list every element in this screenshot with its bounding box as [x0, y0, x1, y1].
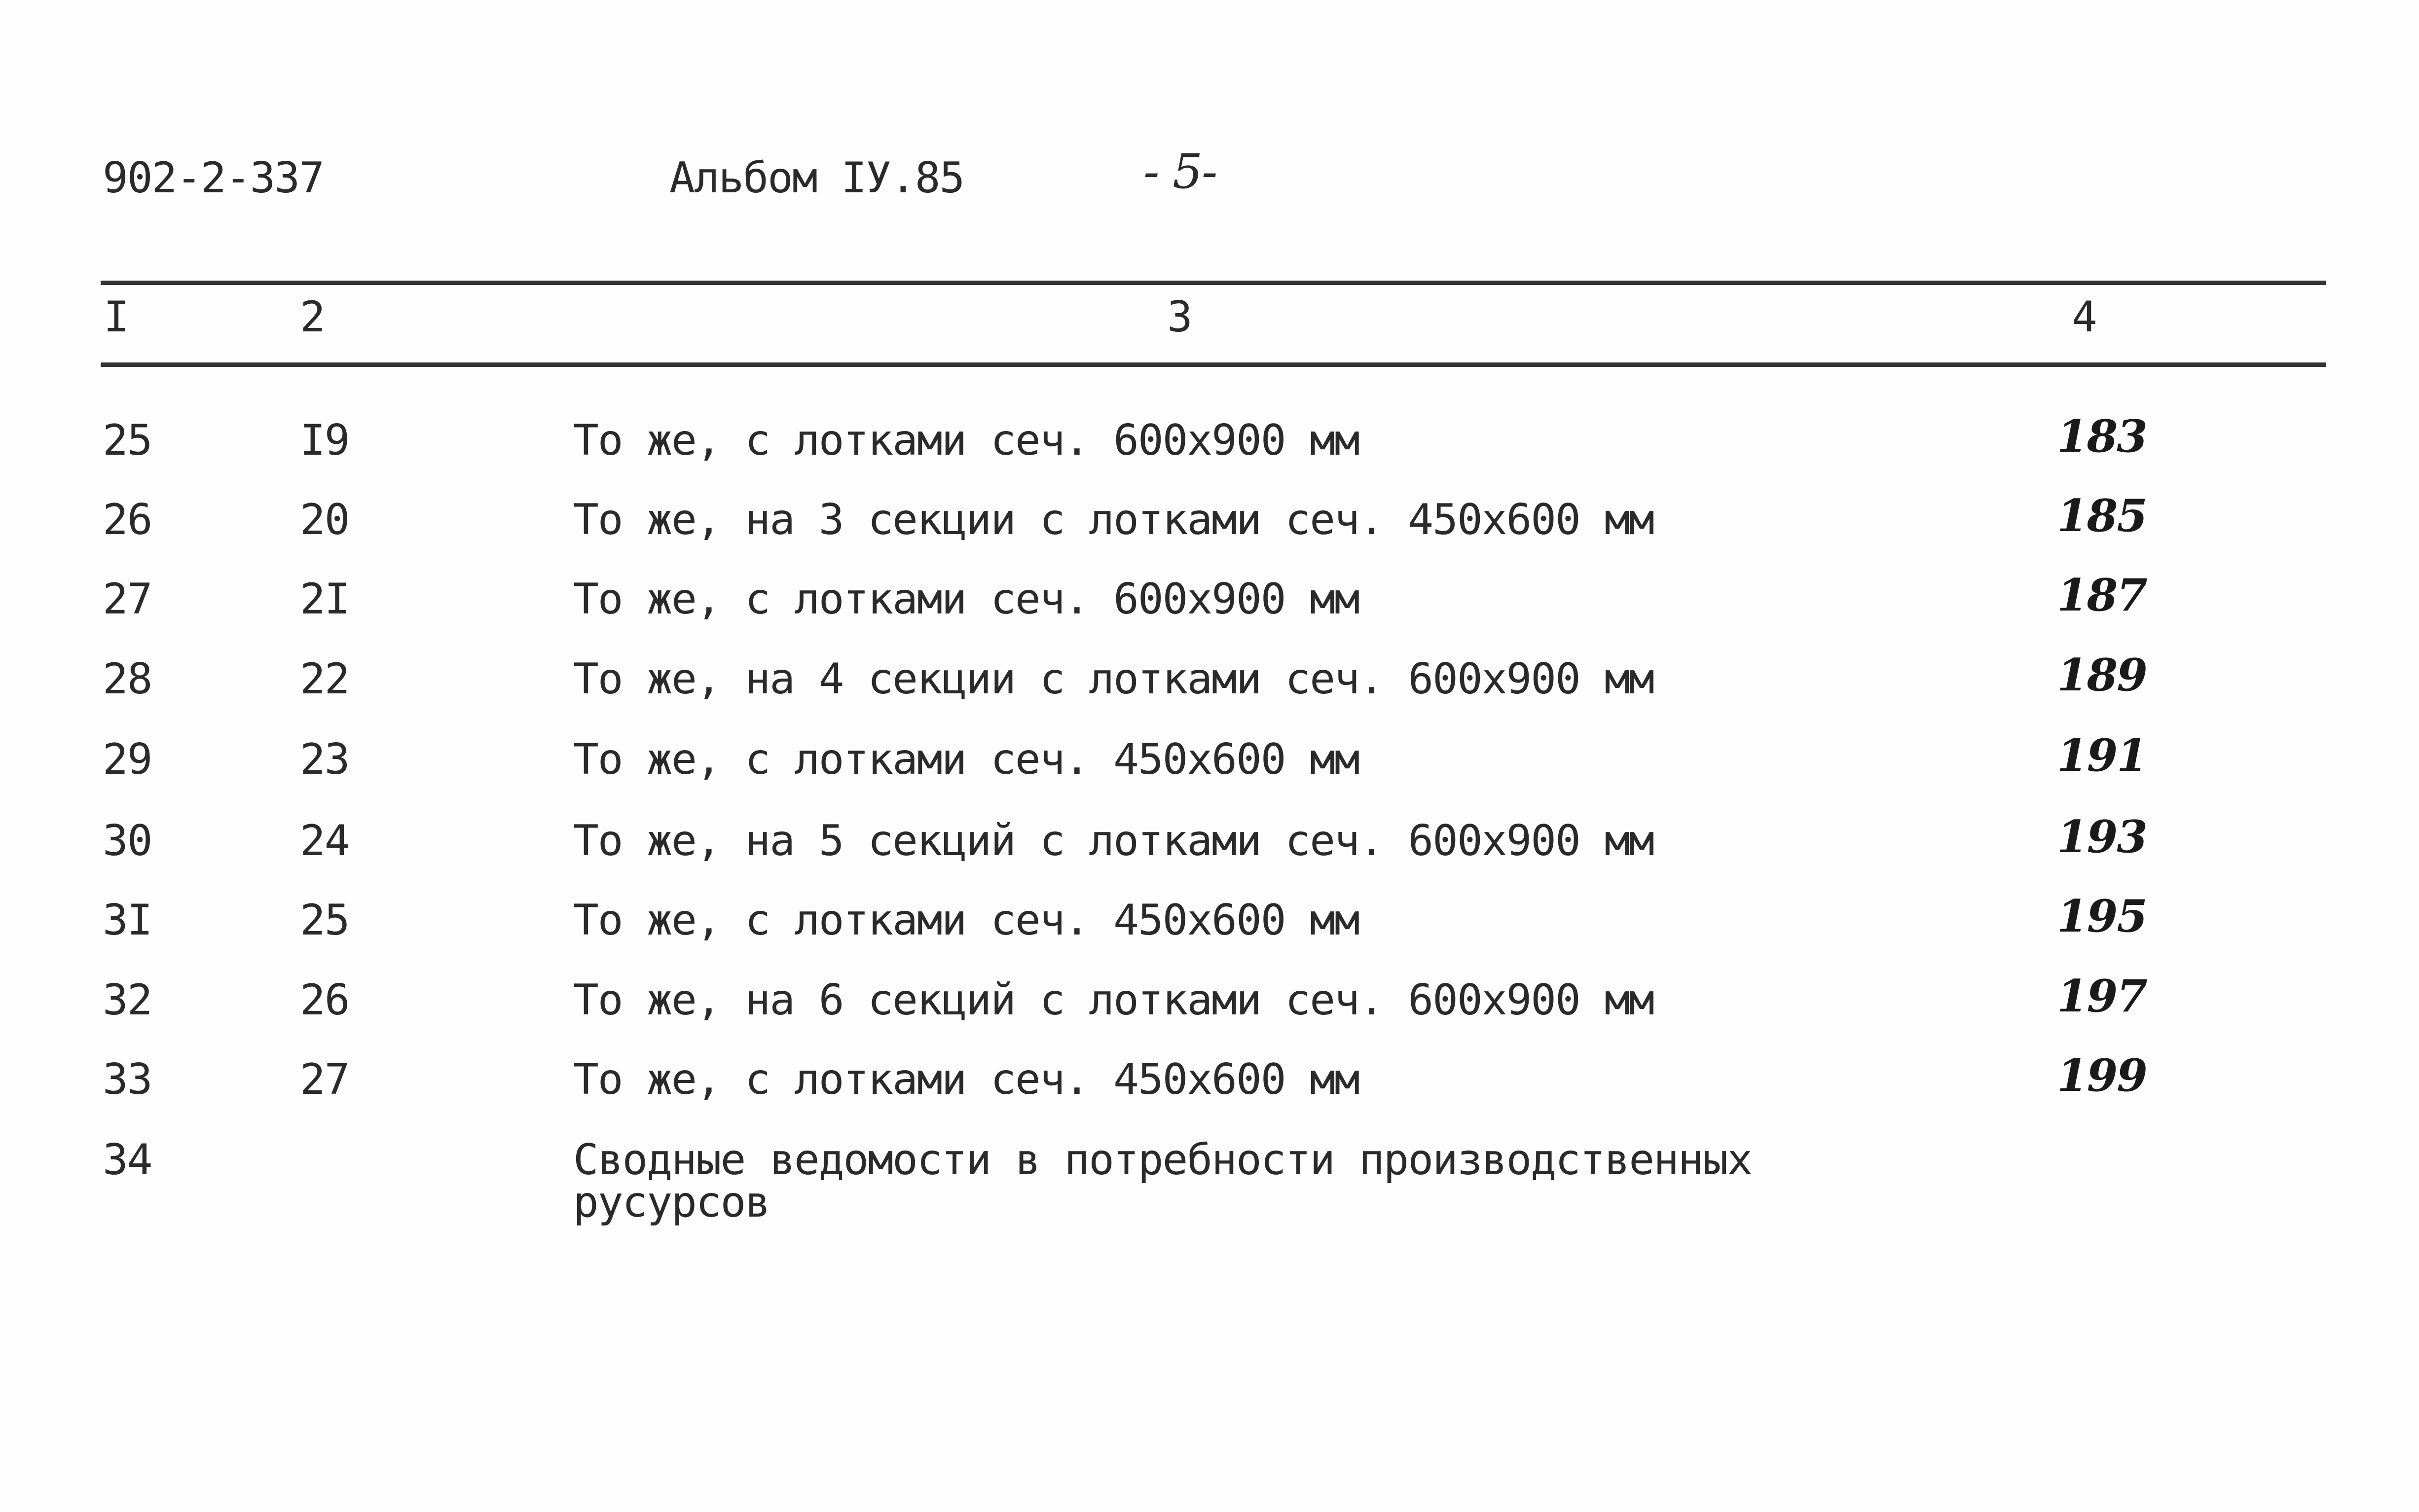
row-page: 191 [2057, 729, 2147, 782]
sheet-number: 24 [300, 816, 349, 865]
row-name: Сводные ведомости в потребности производственных русурсов [573, 1135, 1752, 1227]
row-number: 30 [103, 816, 152, 865]
sheet-number: 27 [300, 1055, 349, 1104]
row-number: 25 [103, 416, 152, 465]
row-number: 3I [103, 896, 152, 945]
row-name: То же, с лотками сеч. 450х600 мм [573, 896, 1359, 945]
sheet-number: 25 [300, 896, 349, 945]
row-name: То же, с лотками сеч. 450х600 мм [573, 735, 1359, 784]
table-row [0, 1049, 2419, 1132]
table-row [0, 649, 2419, 732]
row-page: 197 [2057, 970, 2147, 1022]
row-name: То же, с лотками сеч. 600х900 мм [573, 575, 1359, 624]
column-header-1: I [104, 292, 129, 342]
row-page: 193 [2057, 811, 2147, 863]
row-page: 189 [2057, 649, 2147, 701]
table-row [0, 890, 2419, 973]
row-page: 187 [2057, 569, 2147, 621]
table-row [0, 490, 2419, 573]
album-label: Альбом IУ.85 [669, 153, 964, 203]
row-number: 28 [103, 654, 152, 704]
sheet-number: 2I [300, 575, 349, 624]
sheet-number: 20 [300, 495, 349, 544]
sheet-number: 22 [300, 654, 349, 704]
column-header-2: 2 [300, 292, 326, 342]
page-number: - 5- [1143, 144, 1217, 199]
table-row [0, 970, 2419, 1053]
table-header-rule [101, 362, 2326, 367]
row-number: 32 [103, 975, 152, 1025]
column-header-3: 3 [1167, 292, 1193, 342]
row-number: 33 [103, 1055, 152, 1104]
sheet-number: 26 [300, 975, 349, 1025]
column-header-4: 4 [2072, 292, 2097, 342]
row-page: 199 [2057, 1049, 2147, 1102]
row-name: То же, с лотками сеч. 450х600 мм [573, 1055, 1359, 1104]
row-page: 185 [2057, 490, 2147, 542]
table-row [0, 1135, 2419, 1267]
row-page: 183 [2057, 410, 2147, 463]
sheet-number: I9 [300, 416, 349, 465]
row-number: 29 [103, 735, 152, 784]
table-top-rule [101, 281, 2326, 285]
row-number: 34 [103, 1135, 152, 1185]
document-code: 902-2-337 [103, 153, 324, 203]
row-name: То же, на 5 секций с лотками сеч. 600х900 мм [573, 816, 1654, 865]
table-row [0, 410, 2419, 493]
row-number: 26 [103, 495, 152, 544]
table-row [0, 569, 2419, 652]
row-page: 195 [2057, 890, 2147, 942]
table-row [0, 729, 2419, 812]
row-number: 27 [103, 575, 152, 624]
row-name: То же, на 4 секции с лотками сеч. 600х900 мм [573, 654, 1654, 704]
sheet-number: 23 [300, 735, 349, 784]
row-name: То же, с лотками сеч. 600х900 мм [573, 416, 1359, 465]
row-name: То же, на 6 секций с лотками сеч. 600х900 мм [573, 975, 1654, 1025]
table-row [0, 811, 2419, 894]
row-name: То же, на 3 секции с лотками сеч. 450х600 мм [573, 495, 1654, 544]
